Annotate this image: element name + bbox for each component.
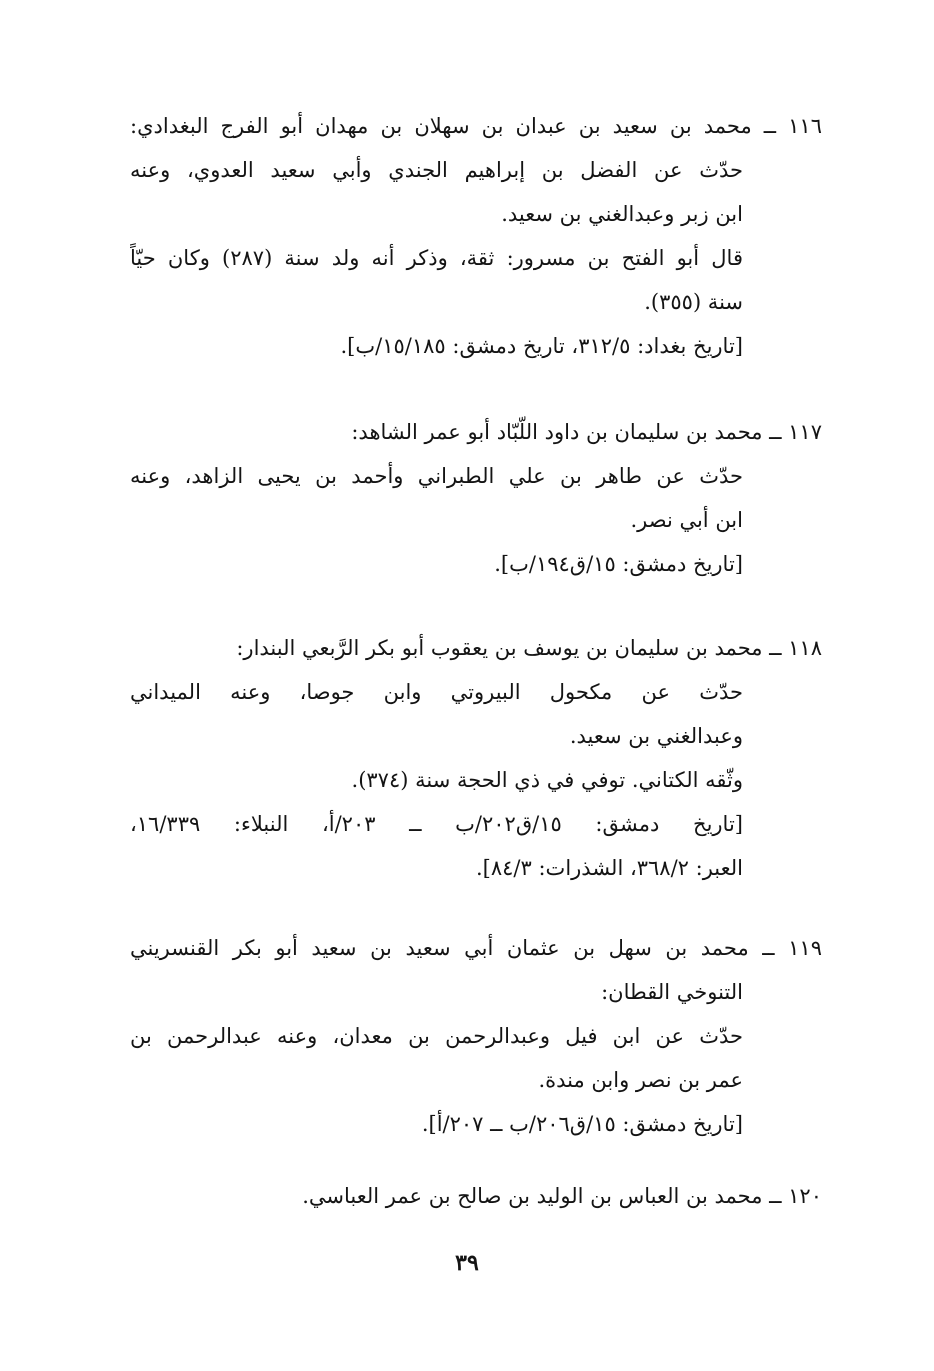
entry-116 <box>130 104 822 368</box>
entry-text-line: ابن زبر وعبدالغني بن سعيد. <box>501 202 743 226</box>
entry-text-line: قال أبو الفتح بن مسرور: ثقة، وذكر أنه ولد سنة (٢٨٧) وكان حيّاً <box>130 246 743 270</box>
entry-117 <box>130 410 822 586</box>
entry-text-line: حدّث عن الفضل بن إبراهيم الجندي وأبي سعيد العدوي، وعنه <box>130 158 743 182</box>
entry-text-line: حدّث عن ابن فيل وعبدالرحمن بن معدان، وعنه عبدالرحمن بن <box>130 1024 743 1048</box>
entry-text-line: سنة (٣٥٥). <box>644 290 743 314</box>
entry-reference: العبر: ٣٦٨/٢، الشذرات: ٨٤/٣]. <box>476 856 743 880</box>
entry-reference: [تاريخ بغداد: ٣١٢/٥، تاريخ دمشق: ١٥/١٨٥/ب]. <box>340 334 743 358</box>
entry-reference: [تاريخ دمشق: ١٥/ق٢٠٦/ب ــ ٢٠٧/أ]. <box>421 1112 743 1136</box>
entry-text-line: التنوخي القطان: <box>601 980 743 1004</box>
entry-text-line: وعبدالغني بن سعيد. <box>569 724 743 748</box>
entry-heading: ١٢٠ ــ محمد بن العباس بن الوليد بن صالح بن عمر العباسي. <box>302 1184 822 1208</box>
entry-text-line: ابن أبي نصر. <box>630 508 743 532</box>
entry-heading: ١١٦ ــ محمد بن سعيد بن عبدان بن سهلان بن مهدان أبو الفرج البغدادي: <box>130 114 822 138</box>
entry-heading: ١١٩ ــ محمد بن سهل بن عثمان أبي سعيد بن سعيد أبو بكر القنسريني <box>130 936 822 960</box>
entry-heading: ١١٧ ــ محمد بن سليمان بن داود اللّبّاد أبو عمر الشاهد: <box>351 420 822 444</box>
entry-text-line: وثّقه الكتاني. توفي في ذي الحجة سنة (٣٧٤). <box>351 768 743 792</box>
page-number: ٣٩ <box>455 1250 479 1276</box>
entry-118 <box>130 626 822 890</box>
entry-text-line: حدّث عن طاهر بن علي الطبراني وأحمد بن يحيى الزاهد، وعنه <box>130 464 743 488</box>
entry-120 <box>130 1174 822 1218</box>
entry-heading: ١١٨ ــ محمد بن سليمان بن يوسف بن يعقوب أبو بكر الرَّبعي البندار: <box>236 636 822 660</box>
entry-text-line: عمر بن نصر وابن مندة. <box>538 1068 743 1092</box>
entry-119 <box>130 926 822 1146</box>
entry-reference: [تاريخ دمشق: ١٥/ق١٩٤/ب]. <box>494 552 743 576</box>
entry-reference: [تاريخ دمشق: ١٥/ق٢٠٢/ب ــ ٢٠٣/أ، النبلاء: ١٦/٣٣٩، <box>130 812 743 836</box>
entry-text-line: حدّث عن مكحول البيروتي وابن جوصا، وعنه الميداني <box>130 680 743 704</box>
